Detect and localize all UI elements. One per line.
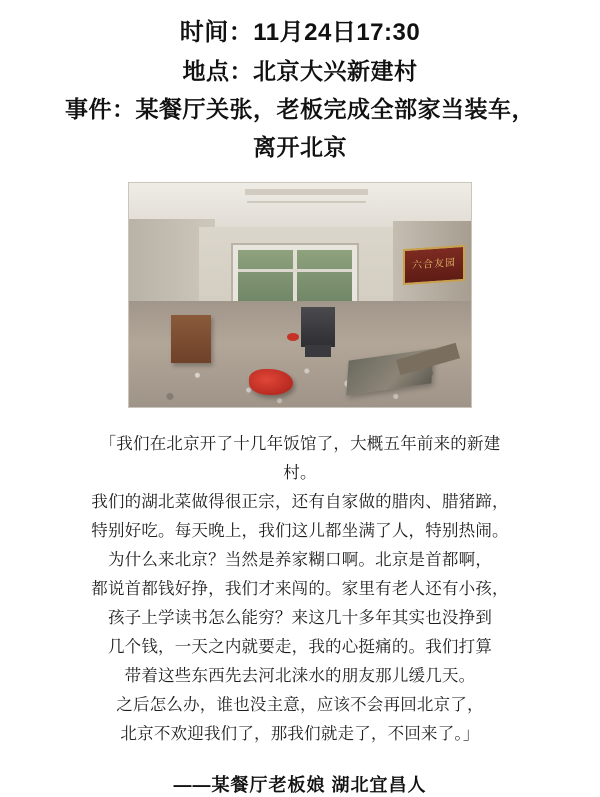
- header-event-line-1: 事件：某餐厅关张，老板完成全部家当装车，: [65, 96, 535, 122]
- quote-line: 带着这些东西先去河北涞水的朋友那儿缓几天。: [124, 667, 476, 685]
- quote-line: 之后怎么办，谁也没主意，应该不会再回北京了，: [116, 696, 484, 714]
- photo-container: [128, 182, 472, 408]
- header-location-line: 地点：北京大兴新建村: [182, 58, 418, 84]
- room-photo: [129, 183, 471, 407]
- quote-line: 「我们在北京开了十几年饭馆了，大概五年前来的新建村。: [99, 435, 501, 482]
- quote-line: 都说首都钱好挣，我们才来闯的。家里有老人还有小孩，: [91, 580, 509, 598]
- quote-line: 为什么来北京？当然是养家糊口啊。北京是首都啊，: [107, 551, 493, 569]
- header-block: [0, 0, 600, 166]
- stool: [301, 307, 335, 347]
- wall-plaque: 六合友园: [403, 245, 465, 285]
- header-event-line-2: 离开北京: [253, 134, 347, 160]
- wooden-cabinet: [171, 315, 211, 363]
- red-debris: [287, 333, 299, 341]
- quote-attribution: ——某餐厅老板娘 湖北宜昌人: [173, 775, 427, 795]
- quote-block: [85, 430, 515, 749]
- quote-line: 特别好吃。每天晚上，我们这儿都坐满了人，特别热闹。: [91, 522, 509, 540]
- quote-line: 几个钱，一天之内就要走，我的心挺痛的。我们打算: [107, 638, 493, 656]
- quote-line: 我们的湖北菜做得很正宗，还有自家做的腊肉、腊猪蹄，: [91, 493, 509, 511]
- red-bag: [249, 369, 293, 395]
- quote-line: 孩子上学读书怎么能穷？来这几十多年其实也没挣到: [107, 609, 493, 627]
- quote-line: 北京不欢迎我们了，那我们就走了，不回来了。」: [120, 725, 480, 743]
- header-time-line: 时间：11月24日17:30: [179, 19, 421, 46]
